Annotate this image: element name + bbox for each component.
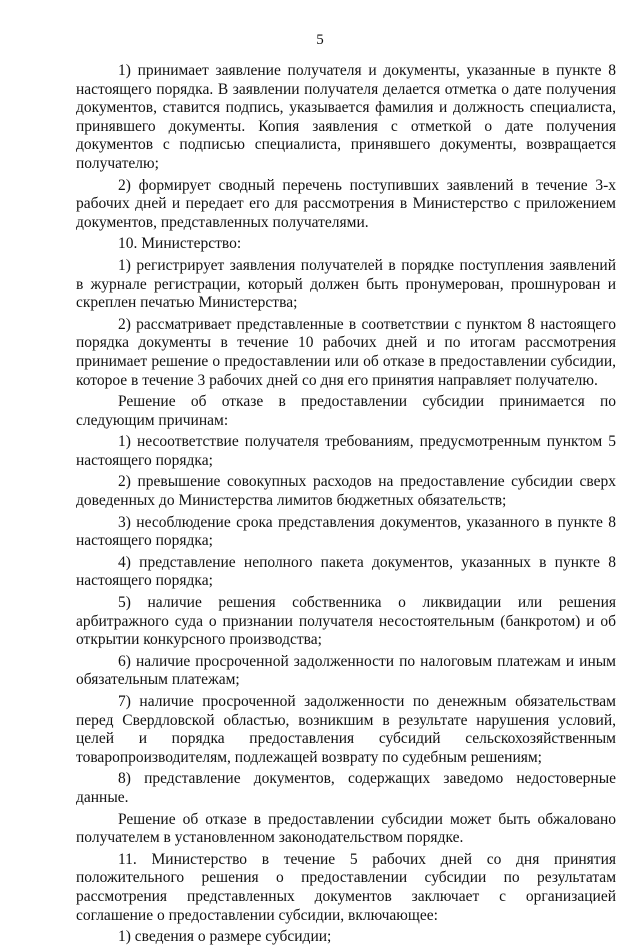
paragraph-subsidy-amount: 1) сведения о размере субсидии; xyxy=(118,928,332,946)
paragraph-appeal: Решение об отказе в предоставлении субсидии может быть обжаловано получателем в установленном законодательством порядке. xyxy=(76,810,616,847)
paragraph-refusal-reasons-intro: Решение об отказе в предоставлении субсидии принимается по следующим причинам: xyxy=(76,393,616,429)
paragraph-reason-6: 6) наличие просроченной задолженности по налоговым платежам и иным обязательным платежам; xyxy=(76,652,616,689)
paragraph-reason-2: 2) превышение совокупных расходов на предоставление субсидии сверх доведенных до Министерства лимитов бюджетных обязательств; xyxy=(76,473,616,510)
paragraph-reason-7: 7) наличие просроченной задолженности по денежным обязательствам перед Свердловской областью, возникшим в результате нарушения условий, целей и порядка предоставления субсидий сельскохозяйственным товаропроизводителям, подлежащей возврату по судебным решениям; xyxy=(76,693,616,766)
paragraph-reason-4: 4) представление неполного пакета документов, указанных в пункте 8 настоящего порядка; xyxy=(76,553,616,590)
document-body xyxy=(76,62,616,950)
paragraph-section-10-heading: 10. Министерство: xyxy=(118,235,242,253)
paragraph-receipt-of-application: 1) принимает заявление получателя и документы, указанные в пункте 8 настоящего порядка. В заявлении получателя делается отметка о дате получения документов, ставится подпись, указывается фамилия и должность специалиста, принявшего документы. Копия заявления с отметкой о дате получения документов с подписью специалиста, принявшего документы, возвращается получателю; xyxy=(76,62,616,172)
paragraph-reason-8: 8) представление документов, содержащих заведомо недостоверные данные. xyxy=(76,770,616,806)
paragraph-reason-3: 3) несоблюдение срока представления документов, указанного в пункте 8 настоящего порядка; xyxy=(76,513,616,550)
paragraph-section-11: 11. Министерство в течение 5 рабочих дней со дня принятия положительного решения о предоставлении субсидии по результатам рассмотрения представленных документов заключает с организацией соглашение о предоставлении субсидии, включающее: xyxy=(76,850,616,924)
paragraph-reason-1: 1) несоответствие получателя требованиям, предусмотренным пунктом 5 настоящего порядка; xyxy=(76,433,616,469)
paragraph-review: 2) рассматривает представленные в соответствии с пунктом 8 настоящего порядка документы в течение 10 рабочих дней и по итогам рассмотрения принимает решение о предоставлении или об отказе в предоставлении субсидии, которое в течение 3 рабочих дней со дня его принятия направляет получателю. xyxy=(76,315,616,389)
paragraph-reason-5: 5) наличие решения собственника о ликвидации или решения арбитражного суда о признании получателя несостоятельным (банкротом) и об открытии конкурсного производства; xyxy=(76,594,616,649)
paragraph-registration: 1) регистрирует заявления получателей в порядке поступления заявлений в журнале регистрации, который должен быть пронумерован, прошнурован и скреплен печатью Министерства; xyxy=(76,256,616,312)
paragraph-summary-list: 2) формирует сводный перечень поступивших заявлений в течение 3-х рабочих дней и передает его для рассмотрения в Министерство с приложением документов, представленных получателями. xyxy=(76,176,616,231)
page-number: 5 xyxy=(316,32,324,48)
